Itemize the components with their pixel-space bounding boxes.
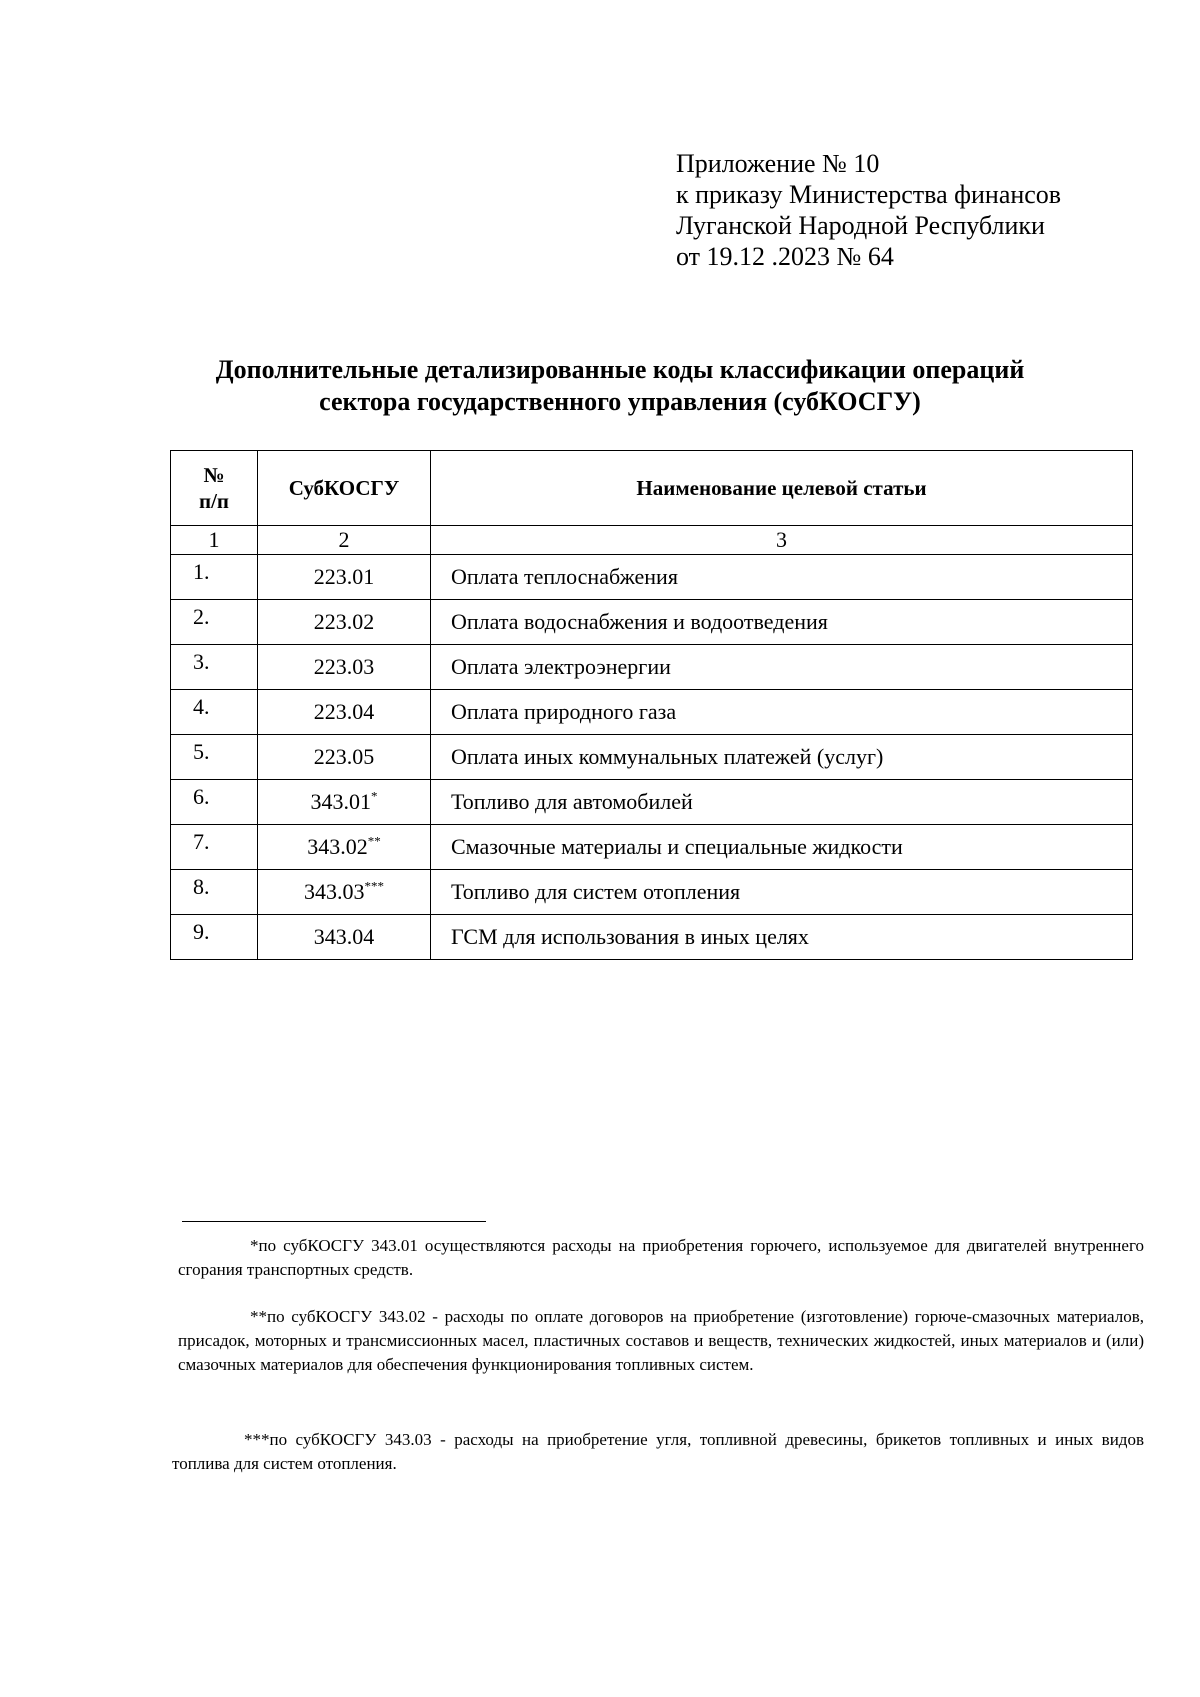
appendix-number: Приложение № 10 xyxy=(676,149,880,178)
row-number: 2. xyxy=(171,600,258,645)
row-name: Оплата природного газа xyxy=(431,690,1133,735)
row-code-value: 343.02 xyxy=(307,834,368,859)
header-num xyxy=(171,451,258,526)
row-name: Оплата водоснабжения и водоотведения xyxy=(431,600,1133,645)
table-header-row xyxy=(171,451,1133,526)
column-number: 2 xyxy=(258,526,431,555)
document-title xyxy=(170,354,1070,418)
table-row xyxy=(171,870,1133,915)
footnote-2-text: **по субКОСГУ 343.02 - расходы по оплате договоров на приобретение (изготовление) горюче-смазочных материалов, присадок, моторных и трансмиссионных масел, пластичных составов и веществ, технических жидкостей, иных материалов и (или) смазочных материалов для обеспечения функционирования топливных систем. xyxy=(178,1307,1144,1374)
table-row xyxy=(171,825,1133,870)
row-number: 1. xyxy=(171,555,258,600)
row-code xyxy=(258,735,431,780)
row-number: 4. xyxy=(171,690,258,735)
table-row xyxy=(171,690,1133,735)
row-name: Топливо для систем отопления xyxy=(431,870,1133,915)
table-row xyxy=(171,555,1133,600)
table-row xyxy=(171,600,1133,645)
row-code-value: 223.04 xyxy=(313,699,375,724)
footnote-mark: *** xyxy=(364,878,384,894)
title-line-1: Дополнительные детализированные коды классификации операций xyxy=(215,355,1025,384)
row-number: 5. xyxy=(171,735,258,780)
row-name: Оплата иных коммунальных платежей (услуг) xyxy=(431,735,1133,780)
row-code xyxy=(258,690,431,735)
row-code-value: 343.01 xyxy=(310,789,371,814)
row-code-value: 343.03 xyxy=(304,879,365,904)
column-number-row xyxy=(171,526,1133,555)
row-name: Оплата электроэнергии xyxy=(431,645,1133,690)
appendix-order-ref: к приказу Министерства финансов xyxy=(676,180,1062,209)
row-number: 3. xyxy=(171,645,258,690)
subkosgu-table xyxy=(170,450,1133,960)
footnote-mark: ** xyxy=(367,833,381,849)
header-name: Наименование целевой статьи xyxy=(431,451,1133,526)
header-num-text: № п/п xyxy=(198,463,230,513)
footnote-2 xyxy=(178,1305,1144,1377)
row-code xyxy=(258,870,431,915)
footnote-1-text: *по субКОСГУ 343.01 осуществляются расходы на приобретения горючего, используемое для двигателей внутреннего сгорания транспортных средств. xyxy=(178,1236,1144,1279)
row-name: Топливо для автомобилей xyxy=(431,780,1133,825)
row-code xyxy=(258,780,431,825)
table-row xyxy=(171,915,1133,960)
row-code-value: 223.01 xyxy=(313,564,375,589)
row-code-value: 223.02 xyxy=(313,609,375,634)
appendix-date: от 19.12 .2023 № 64 xyxy=(676,242,894,271)
row-code xyxy=(258,825,431,870)
row-number: 6. xyxy=(171,780,258,825)
footnote-divider xyxy=(182,1221,486,1222)
footnote-mark: * xyxy=(371,788,378,804)
appendix-republic: Луганской Народной Республики xyxy=(676,211,1045,240)
table-row xyxy=(171,735,1133,780)
footnote-3 xyxy=(172,1428,1144,1476)
row-number: 8. xyxy=(171,870,258,915)
appendix-header xyxy=(676,148,1061,272)
row-name: Оплата теплоснабжения xyxy=(431,555,1133,600)
row-number: 7. xyxy=(171,825,258,870)
column-number: 3 xyxy=(431,526,1133,555)
table-row xyxy=(171,645,1133,690)
row-code xyxy=(258,645,431,690)
row-code-value: 223.03 xyxy=(313,654,375,679)
row-code xyxy=(258,915,431,960)
row-number: 9. xyxy=(171,915,258,960)
row-code-value: 223.05 xyxy=(313,744,375,769)
row-code-value: 343.04 xyxy=(313,924,375,949)
footnote-1 xyxy=(178,1234,1144,1282)
table-row xyxy=(171,780,1133,825)
row-code xyxy=(258,600,431,645)
row-code xyxy=(258,555,431,600)
title-line-2: сектора государственного управления (субКОСГУ) xyxy=(319,387,921,416)
row-name: Смазочные материалы и специальные жидкости xyxy=(431,825,1133,870)
footnote-3-text: ***по субКОСГУ 343.03 - расходы на приобретение угля, топливной древесины, брикетов топливных и иных видов топлива для систем отопления. xyxy=(172,1430,1144,1473)
column-number: 1 xyxy=(171,526,258,555)
row-name: ГСМ для использования в иных целях xyxy=(431,915,1133,960)
header-code: СубКОСГУ xyxy=(258,451,431,526)
